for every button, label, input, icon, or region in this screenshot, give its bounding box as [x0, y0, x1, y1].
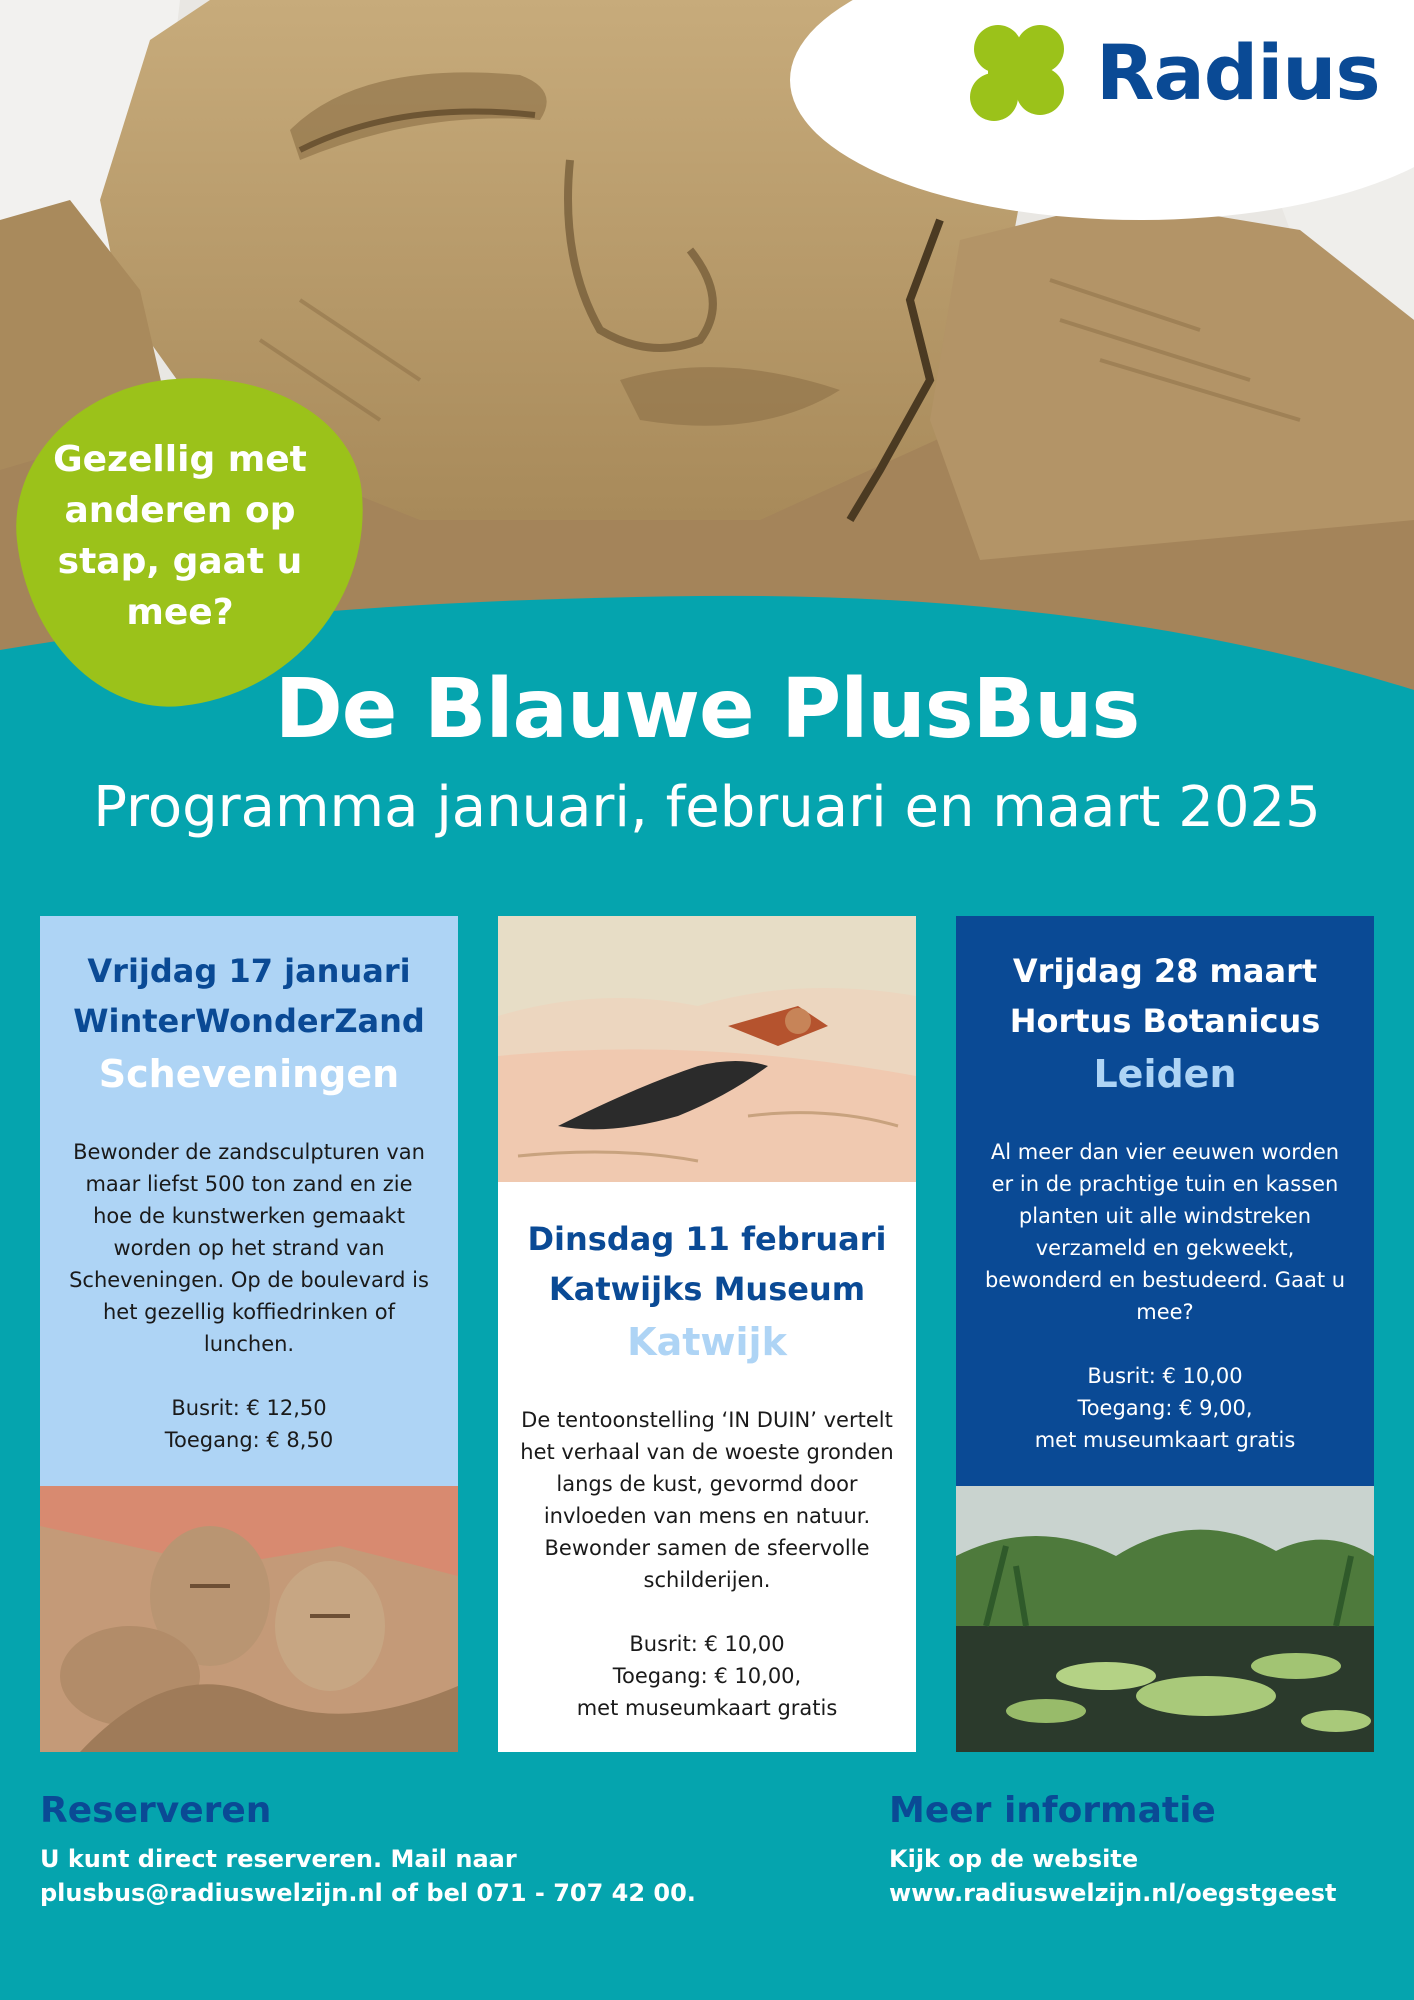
- info-line: Kijk op de website: [889, 1845, 1139, 1873]
- bubble-text: Gezellig met anderen op stap, gaat u mee?: [53, 439, 307, 633]
- price-bus: Busrit: € 12,50: [171, 1396, 327, 1420]
- reserve-contact[interactable]: plusbus@radiuswelzijn.nl of bel 071 - 707 42 00.: [40, 1879, 696, 1907]
- event-card-january: [40, 916, 458, 1752]
- event-description: De tentoonstelling ‘IN DUIN’ vertelt het verhaal van de woeste gronden langs de kust, gevormd door invloeden van mens en natuur. Bewonder samen de sfeervolle schilderijen.: [520, 1408, 894, 1592]
- price-bus: Busrit: € 10,00: [629, 1632, 785, 1656]
- event-name: WinterWonderZand: [73, 1002, 425, 1040]
- price-note: met museumkaart gratis: [1034, 1428, 1296, 1452]
- dune-painting-photo: [498, 916, 916, 1182]
- event-city: Scheveningen: [98, 1052, 400, 1096]
- event-prices: [498, 1628, 916, 1724]
- event-city: Katwijk: [627, 1320, 787, 1364]
- page-subtitle: Programma januari, februari en maart 2025: [93, 775, 1321, 840]
- sand-sculpture-photo: [40, 1486, 458, 1752]
- reserve-heading: Reserveren: [40, 1790, 272, 1831]
- event-card-february: [498, 916, 916, 1752]
- event-city: Leiden: [1093, 1052, 1237, 1096]
- price-note: met museumkaart gratis: [576, 1696, 838, 1720]
- greenhouse-photo: [956, 1486, 1374, 1752]
- price-entry: Toegang: € 8,50: [164, 1428, 334, 1452]
- event-prices: [956, 1360, 1374, 1456]
- event-date: Vrijdag 17 januari: [87, 952, 411, 990]
- price-entry: Toegang: € 9,00,: [1077, 1396, 1253, 1420]
- info-heading: Meer informatie: [889, 1790, 1216, 1831]
- event-card-march: [956, 916, 1374, 1752]
- event-date: Dinsdag 11 februari: [527, 1220, 887, 1258]
- event-name: Hortus Botanicus: [1009, 1002, 1321, 1040]
- website-link[interactable]: www.radiuswelzijn.nl/oegstgeest: [889, 1879, 1337, 1907]
- reserve-line: U kunt direct reserveren. Mail naar: [40, 1845, 517, 1873]
- info-text: [889, 1842, 1336, 1910]
- event-date: Vrijdag 28 maart: [1012, 952, 1318, 990]
- logo-wordmark: Radius: [1096, 27, 1380, 117]
- page-title: De Blauwe PlusBus: [274, 662, 1140, 757]
- event-description: Al meer dan vier eeuwen worden er in de prachtige tuin en kassen planten uit alle windstreken verzameld en gekweekt, bewonderd en bestudeerd. Gaat u mee?: [984, 1140, 1346, 1324]
- reserve-text: [40, 1842, 696, 1910]
- event-description: Bewonder de zandsculpturen van maar liefst 500 ton zand en zie hoe de kunstwerken gemaakt worden op het strand van Scheveningen. Op de boulevard is het gezellig koffiedrinken of lunchen.: [69, 1140, 429, 1356]
- price-bus: Busrit: € 10,00: [1087, 1364, 1243, 1388]
- price-entry: Toegang: € 10,00,: [612, 1664, 802, 1688]
- clover-leaf-icon: [960, 13, 1078, 131]
- event-prices: [40, 1392, 458, 1456]
- event-text: [498, 1214, 916, 1724]
- event-name: Katwijks Museum: [548, 1270, 866, 1308]
- radius-logo: [960, 22, 1380, 122]
